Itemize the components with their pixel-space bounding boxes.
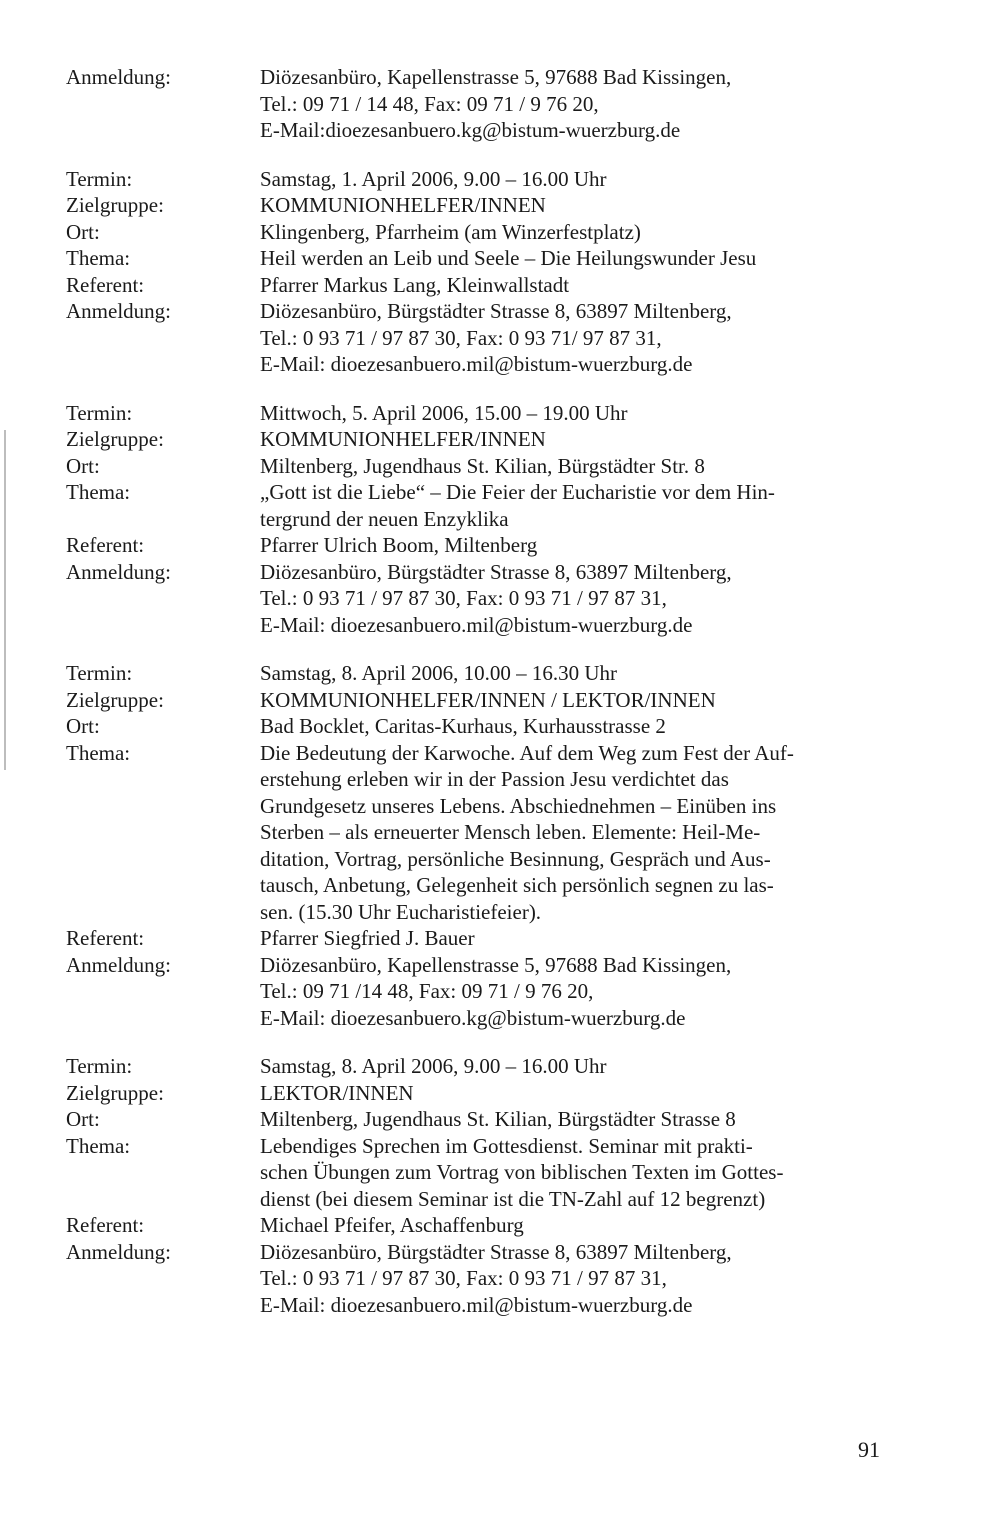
entry-label: Referent: xyxy=(66,272,145,297)
entry-row xyxy=(66,1080,926,1107)
entry-value-line: KOMMUNIONHELFER/INNEN xyxy=(260,193,546,217)
entry-value-line: E-Mail: dioezesanbuero.kg@bistum-wuerzburg.de xyxy=(260,1005,686,1030)
entry-value xyxy=(260,192,910,219)
entry-value xyxy=(260,1106,910,1133)
entry-label: Anmeldung: xyxy=(66,65,171,89)
entry-label: Zielgruppe: xyxy=(66,193,164,217)
entry-row xyxy=(66,740,926,926)
entry-value xyxy=(260,532,910,559)
entry-row xyxy=(66,952,926,1032)
entry-row xyxy=(66,166,926,193)
entry-value-line: Pfarrer Siegfried J. Bauer xyxy=(260,926,475,950)
entry-row xyxy=(66,400,926,427)
entry-value-line: Diözesanbüro, Kapellenstrasse 5, 97688 Bad Kissingen, xyxy=(260,952,732,977)
entry-value-line: E-Mail: dioezesanbuero.mil@bistum-wuerzburg.de xyxy=(260,1292,693,1317)
entry-row xyxy=(66,219,926,246)
entry-label: Anmeldung: xyxy=(66,299,171,323)
entry-row xyxy=(66,687,926,714)
entry-value-line: erstehung erleben wir in der Passion Jesu verdichtet das xyxy=(260,767,729,791)
entry-label: Termin: xyxy=(66,661,133,685)
entry-value-line: ditation, Vortrag, persönliche Besinnung, Gespräch und Aus- xyxy=(260,846,771,871)
entry-value-line: KOMMUNIONHELFER/INNEN / LEKTOR/INNEN xyxy=(260,687,716,712)
entry-value xyxy=(260,660,910,687)
entry-value xyxy=(260,426,910,453)
entry-value-line: Diözesanbüro, Bürgstädter Strasse 8, 63897 Miltenberg, xyxy=(260,299,732,323)
entry-label: Termin: xyxy=(66,1054,133,1078)
entry-row xyxy=(66,426,926,453)
entry-value-line: Pfarrer Ulrich Boom, Miltenberg xyxy=(260,533,538,557)
entry-row xyxy=(66,192,926,219)
entry-value-line: Samstag, 1. April 2006, 9.00 – 16.00 Uhr xyxy=(260,166,607,191)
entry-value xyxy=(260,64,910,144)
entry-row xyxy=(66,559,926,639)
entry-value-line: Tel.: 0 93 71 / 97 87 30, Fax: 0 93 71 / 97 87 31, xyxy=(260,586,667,610)
entry-value xyxy=(260,479,910,532)
entry-label: Thema: xyxy=(66,740,131,765)
entry-value xyxy=(260,453,910,480)
entry-row xyxy=(66,713,926,740)
entry-label: Anmeldung: xyxy=(66,952,171,977)
entry-value-line: Heil werden an Leib und Seele – Die Heilungswunder Jesu xyxy=(260,246,757,270)
entry-value-line: tergrund der neuen Enzyklika xyxy=(260,506,509,531)
entry-value-line: Diözesanbüro, Bürgstädter Strasse 8, 63897 Miltenberg, xyxy=(260,559,732,584)
entry-label: Referent: xyxy=(66,926,145,950)
entry-label: Ort: xyxy=(66,453,100,478)
entry-label: Zielgruppe: xyxy=(66,1080,164,1105)
entry-value-line: Diözesanbüro, Kapellenstrasse 5, 97688 Bad Kissingen, xyxy=(260,65,732,89)
entry-row xyxy=(66,532,926,559)
event-block xyxy=(66,400,926,639)
entry-row xyxy=(66,1133,926,1213)
entry-row xyxy=(66,1212,926,1239)
entry-value-line: Tel.: 0 93 71 / 97 87 30, Fax: 0 93 71/ 97 87 31, xyxy=(260,325,662,350)
entry-value-line: KOMMUNIONHELFER/INNEN xyxy=(260,427,546,451)
entry-value xyxy=(260,740,910,926)
entry-label: Termin: xyxy=(66,400,133,425)
entry-label: Termin: xyxy=(66,166,133,191)
entry-value-line: Miltenberg, Jugendhaus St. Kilian, Bürgstädter Strasse 8 xyxy=(260,1107,736,1131)
event-block xyxy=(66,1053,926,1318)
entry-label: Thema: xyxy=(66,480,131,504)
event-block xyxy=(66,660,926,1031)
entry-value xyxy=(260,1080,910,1107)
scan-margin-line xyxy=(4,430,6,770)
entry-value-line: Lebendiges Sprechen im Gottesdienst. Seminar mit prakti- xyxy=(260,1133,753,1158)
entry-row xyxy=(66,660,926,687)
entry-value-line: E-Mail:dioezesanbuero.kg@bistum-wuerzburg.de xyxy=(260,118,681,142)
event-block xyxy=(66,64,926,144)
entry-row xyxy=(66,298,926,378)
entry-value xyxy=(260,245,910,272)
entry-value-line: Tel.: 0 93 71 / 97 87 30, Fax: 0 93 71 / 97 87 31, xyxy=(260,1266,667,1290)
event-listing xyxy=(66,64,926,1340)
entry-row xyxy=(66,272,926,299)
entry-value-line: dienst (bei diesem Seminar ist die TN-Zahl auf 12 begrenzt) xyxy=(260,1186,766,1211)
entry-value xyxy=(260,952,910,1032)
entry-value-line: Grundgesetz unseres Lebens. Abschiednehmen – Einüben ins xyxy=(260,793,777,818)
entry-row xyxy=(66,64,926,144)
entry-row xyxy=(66,925,926,952)
entry-value-line: Pfarrer Markus Lang, Kleinwallstadt xyxy=(260,272,570,297)
entry-value xyxy=(260,166,910,193)
entry-value xyxy=(260,1053,910,1080)
entry-value-line: tausch, Anbetung, Gelegenheit sich persönlich segnen zu las- xyxy=(260,873,774,897)
entry-row xyxy=(66,1106,926,1133)
entry-value-line: Tel.: 09 71 / 14 48, Fax: 09 71 / 9 76 20, xyxy=(260,91,599,116)
entry-value-line: Diözesanbüro, Bürgstädter Strasse 8, 63897 Miltenberg, xyxy=(260,1239,732,1264)
entry-value-line: Tel.: 09 71 /14 48, Fax: 09 71 / 9 76 20, xyxy=(260,979,594,1003)
entry-value-line: E-Mail: dioezesanbuero.mil@bistum-wuerzburg.de xyxy=(260,352,693,376)
entry-label: Referent: xyxy=(66,1213,145,1237)
entry-value-line: Bad Bocklet, Caritas-Kurhaus, Kurhausstrasse 2 xyxy=(260,714,666,738)
entry-value-line: Die Bedeutung der Karwoche. Auf dem Weg zum Fest der Auf- xyxy=(260,740,794,765)
entry-label: Ort: xyxy=(66,1107,100,1131)
entry-value-line: Mittwoch, 5. April 2006, 15.00 – 19.00 Uhr xyxy=(260,400,628,425)
page-number: 91 xyxy=(858,1437,880,1462)
entry-row xyxy=(66,1053,926,1080)
entry-value-line: LEKTOR/INNEN xyxy=(260,1080,414,1105)
entry-label: Zielgruppe: xyxy=(66,427,164,451)
entry-label: Referent: xyxy=(66,533,145,557)
entry-row xyxy=(66,1239,926,1319)
entry-value-line: sen. (15.30 Uhr Eucharistiefeier). xyxy=(260,899,542,924)
entry-value-line: schen Übungen zum Vortrag von biblischen Texten im Gottes- xyxy=(260,1160,784,1184)
entry-value-line: Samstag, 8. April 2006, 10.00 – 16.30 Uhr xyxy=(260,661,617,685)
entry-value-line: E-Mail: dioezesanbuero.mil@bistum-wuerzburg.de xyxy=(260,612,693,637)
entry-value-line: Michael Pfeifer, Aschaffenburg xyxy=(260,1213,524,1237)
entry-value xyxy=(260,559,910,639)
entry-value xyxy=(260,687,910,714)
entry-row xyxy=(66,245,926,272)
entry-label: Ort: xyxy=(66,219,100,244)
entry-value xyxy=(260,272,910,299)
entry-value xyxy=(260,713,910,740)
entry-value xyxy=(260,400,910,427)
entry-label: Ort: xyxy=(66,714,100,738)
entry-value xyxy=(260,219,910,246)
entry-row xyxy=(66,479,926,532)
entry-label: Thema: xyxy=(66,246,131,270)
entry-label: Zielgruppe: xyxy=(66,687,164,712)
entry-label: Anmeldung: xyxy=(66,1239,171,1264)
entry-value xyxy=(260,925,910,952)
entry-value-line: Miltenberg, Jugendhaus St. Kilian, Bürgstädter Str. 8 xyxy=(260,453,705,478)
entry-value-line: Sterben – als erneuerter Mensch leben. Elemente: Heil-Me- xyxy=(260,820,761,844)
entry-value-line: Samstag, 8. April 2006, 9.00 – 16.00 Uhr xyxy=(260,1054,607,1078)
entry-value-line: Klingenberg, Pfarrheim (am Winzerfestplatz) xyxy=(260,219,641,244)
event-block xyxy=(66,166,926,378)
entry-value xyxy=(260,298,910,378)
entry-label: Thema: xyxy=(66,1133,131,1158)
entry-value xyxy=(260,1212,910,1239)
entry-value xyxy=(260,1239,910,1319)
entry-label: Anmeldung: xyxy=(66,559,171,584)
entry-value xyxy=(260,1133,910,1213)
entry-row xyxy=(66,453,926,480)
entry-value-line: „Gott ist die Liebe“ – Die Feier der Eucharistie vor dem Hin- xyxy=(260,480,775,504)
